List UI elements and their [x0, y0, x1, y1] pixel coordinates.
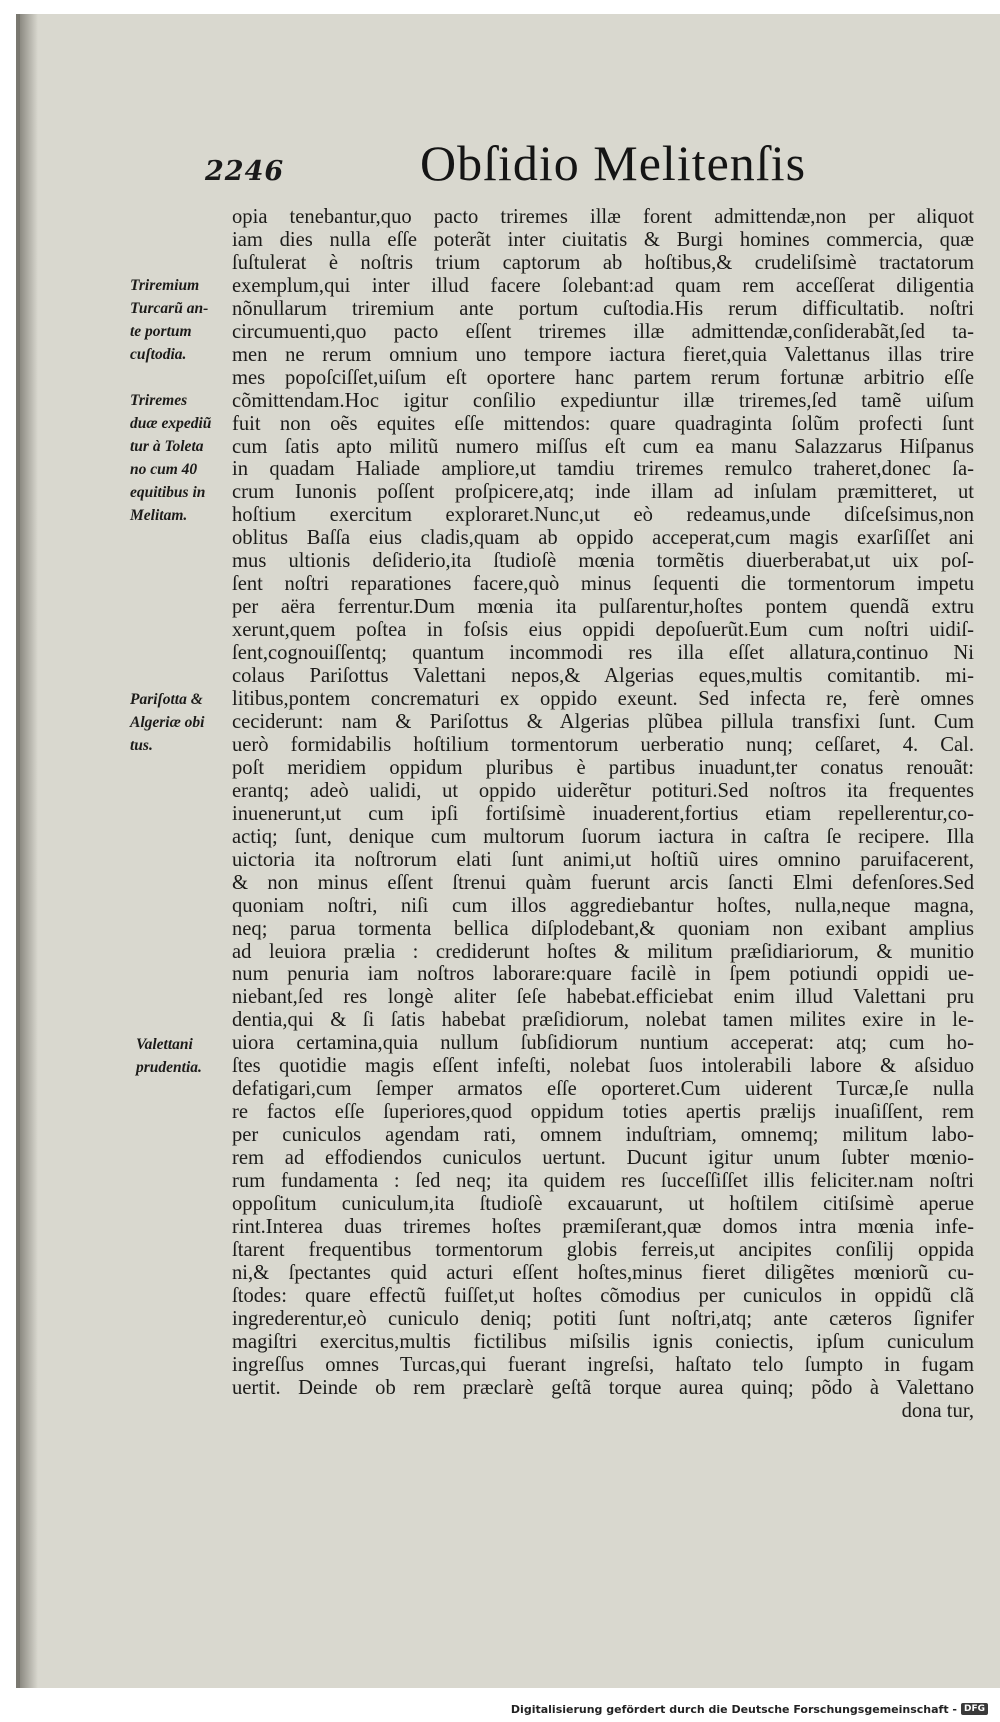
margin-note-line: Melitam.	[130, 506, 188, 524]
text-line: litibus,pontem concrematuri ex oppido exeunt. Sed infecta re, ferè omnes	[232, 688, 974, 711]
text-line: mus ultionis deſiderio,ita ſtudioſè mœnia tormẽtis diuerberabat,ut uix poſ-	[232, 550, 974, 573]
text-line: in quadam Haliade ampliore,ut tamdiu triremes remulco traheret,donec ſa-	[232, 458, 974, 481]
text-line: ſtarent frequentibus tormentorum globis ferreis,ut ancipites conſilij oppida	[232, 1238, 974, 1261]
footer-credit-text: Digitalisierung gefördert durch die Deutsche Forschungsgemeinschaft -	[510, 1702, 957, 1716]
margin-note-line: Triremes	[130, 392, 188, 409]
text-line: circumuenti,quo pacto eſſent triremes illæ admittendæ,conſiderabãt,ſed ta-	[232, 320, 974, 343]
text-line: per aëra ferrentur.Dum mœnia ita pulſarentur,hoſtes pontem quendã extru	[232, 596, 974, 619]
text-line: ingrederentur,eò cuniculo deniq; potiti ſunt noſtri,atq; ante cæteros ſignifer	[232, 1307, 974, 1330]
page-header	[20, 134, 1000, 204]
text-line: opia tenebantur,quo pacto triremes illæ forent admittendæ,non per aliquot	[232, 206, 974, 228]
text-line: oblitus Baſſa eius cladis,quam ab oppido acceperat,cum magis exarſiſſet ani	[232, 527, 974, 550]
margin-note-line: tur à Toleta	[130, 437, 204, 455]
text-line: mes popoſciſſet,uiſum eſt oportere hanc partem rerum fortunæ arbitrio eſſe	[232, 366, 974, 389]
text-line: colaus Pariſottus Valettani nepos,& Algerias eques,multis comitantib. mi-	[232, 665, 974, 688]
text-line: dona tur,	[901, 1399, 974, 1422]
margin-note-line: Algeriæ obi	[130, 713, 205, 731]
text-line: & non minus eſſent ſtrenui quàm fuerunt arcis ſancti Elmi defenſores.Sed	[232, 871, 974, 894]
text-line: men ne rerum omnium uno tempore iactura fieret,quia Valettanus illas trire	[232, 343, 974, 366]
margin-note-valettani	[136, 1034, 231, 1080]
text-line: quoniam noſtri, niſi cum illos aggrediebantur hoſtes, nulla,neque magna,	[232, 894, 974, 917]
text-line: rem ad effodiendos cuniculos uertunt. Ducunt igitur unum ſubter mœnio-	[232, 1147, 974, 1170]
text-line: ad leuiora prælia : crediderunt hoſtes & militum præſidiariorum, & munitio	[232, 940, 974, 963]
text-line: niebant,ſed res longè aliter ſeſe habebat.efficiebat enim illud Valettani pru	[232, 986, 974, 1009]
margin-note-triremium	[130, 275, 225, 367]
text-line: xerunt,quem poſtea in foſsis eius oppidi depoſuerũt.Eum cum noſtri uidiſ-	[232, 619, 974, 642]
text-line: ſtodes: quare effectũ fuiſſet,ut hoſtes cõmodius per cuniculos in oppidũ clã	[232, 1284, 974, 1307]
text-line: ſent,cognouiſſentq; quantum incommodi res illa eſſet allatura,continuo Ni	[232, 642, 974, 665]
page-number: 2246	[205, 156, 285, 187]
text-line: magiſtri exercitus,multis fictilibus miſsilis ignis coniectis, ipſum cuniculum	[232, 1330, 974, 1353]
text-line: inuenerunt,ut cum ipſi fortiſsimè inuaderent,fortius etiam repellerentur,co-	[232, 802, 974, 825]
margin-note-line: cuſtodia.	[130, 345, 187, 363]
margin-note-line: prudentia.	[136, 1058, 202, 1076]
running-title: Obſidio Melitenſis	[420, 135, 807, 191]
page-fold-shadow	[20, 14, 38, 1688]
text-line: ſtes quotidie magis eſſent infeſti, nolebat ſuos intolerabili labore & aſsiduo	[232, 1055, 974, 1078]
book-page	[16, 14, 1000, 1688]
body-text	[232, 206, 974, 1423]
text-line: ſuſtulerat è noſtris trium captorum ab hoſtibus,& crudeliſsimè tractatorum	[232, 251, 974, 274]
text-line: ni,& ſpectantes quid acturi eſſent hoſtes,minus fieret diligẽtes mœniorũ cu-	[232, 1261, 974, 1284]
text-line: ſent noſtri reparationes facere,quò minus ſequenti die tormentorum impetu	[232, 573, 974, 596]
text-line: actiq; ſunt, denique cum multorum ſuorum iactura in caſtra ſe recipere. Illa	[232, 825, 974, 848]
text-line: fuit non oẽs equites eſſe mittendos: quare quadraginta ſolũm profecti ſunt	[232, 412, 974, 435]
margin-note-line: duæ expediũ	[130, 414, 212, 432]
text-line: dentia,qui & ſi ſatis habebat præſidiorum, nolebat tamen milites exire in le-	[232, 1009, 974, 1032]
margin-note-line: Triremium	[130, 277, 200, 294]
text-line: hoſtium exercitum exploraret.Nunc,ut eò redeamus,unde diſceſsimus,non	[232, 504, 974, 527]
margin-note-line: tus.	[130, 736, 153, 754]
text-line: nõnullarum triremium ante portum cuſtodia.His rerum difficultatib. noſtri	[232, 297, 974, 320]
text-line: rint.Interea duas triremes hoſtes præmiſerant,quæ domos intra mœnia infe-	[232, 1215, 974, 1238]
text-line: ingreſſus omnes Turcas,qui fuerant ingreſsi, haſtato telo ſumpto in fugam	[232, 1353, 974, 1376]
text-line: exemplum,qui inter illud facere ſolebant:ad quam rem acceſſerat diligentia	[232, 274, 974, 297]
footer-credit	[511, 1702, 988, 1716]
margin-note-line: no cum 40	[130, 460, 198, 478]
text-line: uictoria ita noſtrorum elati ſunt animi,ut hoſtiũ uires omnino paruifacerent,	[232, 848, 974, 871]
text-line: uertit. Deinde ob rem præclarè geſtã torque aurea quinq; põdo à Valettano	[232, 1376, 974, 1399]
text-line: uiora certamina,quia nullum ſubſidiorum nuntium acceperat: atq; cum ho-	[232, 1032, 974, 1055]
margin-note-parisotta	[130, 689, 225, 758]
text-line: re factos eſſe ſuperiores,quod oppidum toties apertis prælijs inuaſiſſent, rem	[232, 1101, 974, 1124]
text-line: poſt meridiem oppidum pluribus è partibus inuadunt,ter conatus renouãt:	[232, 756, 974, 779]
margin-note-line: Turcarũ an-	[130, 299, 209, 317]
text-line: neq; parua tormenta bellica diſplodebant,& quoniam non exibant amplius	[232, 917, 974, 940]
text-line: cum ſatis apto militũ numero miſſus eſt cum ea manu Salazzarus Hiſpanus	[232, 435, 974, 458]
margin-note-line: Pariſotta &	[130, 691, 203, 708]
margin-note-line: te portum	[130, 322, 192, 340]
text-line: ceciderunt: nam & Pariſottus & Algerias plũbea pillula transfixi ſunt. Cum	[232, 710, 974, 733]
text-line: cõmittendam.Hoc igitur conſilio expediuntur illæ triremes,ſed tamẽ uiſum	[232, 389, 974, 412]
text-line: per cuniculos agendam rati, omnem induſtriam, omnemq; militum labo-	[232, 1124, 974, 1147]
text-line: oppoſitum cuniculum,ita ſtudioſè excauarunt, ut hoſtilem citiſsimè aperue	[232, 1192, 974, 1215]
text-line: crum Iunonis poſſent proſpicere,atq; inde illam ad inſulam præmitteret, ut	[232, 481, 974, 504]
text-line: erantq; adeò ualidi, ut oppido uiderẽtur potituri.Sed noſtros ita frequentes	[232, 779, 974, 802]
dfg-logo: DFG	[961, 1703, 988, 1715]
margin-note-triremes	[130, 390, 225, 528]
text-line: num penuria iam noſtros laborare:quare facilè in ſpem potiundi oppidi ue-	[232, 963, 974, 986]
text-line: defatigari,cum ſemper armatos eſſe oporteret.Cum uiderent Turcæ,ſe nulla	[232, 1078, 974, 1101]
margin-note-line: Valettani	[136, 1036, 193, 1053]
text-line: uerò formidabilis hoſtilium tormentorum uerberatio nunq; ceſſaret, 4. Cal.	[232, 733, 974, 756]
text-line: iam dies nulla eſſe poterãt inter ciuitatis & Burgi homines commercia, quæ	[232, 228, 974, 251]
margin-note-line: equitibus in	[130, 483, 206, 501]
text-line: rum fundamenta : ſed neq; ita quidem res ſucceſſiſſet illis feliciter.nam noſtri	[232, 1170, 974, 1193]
